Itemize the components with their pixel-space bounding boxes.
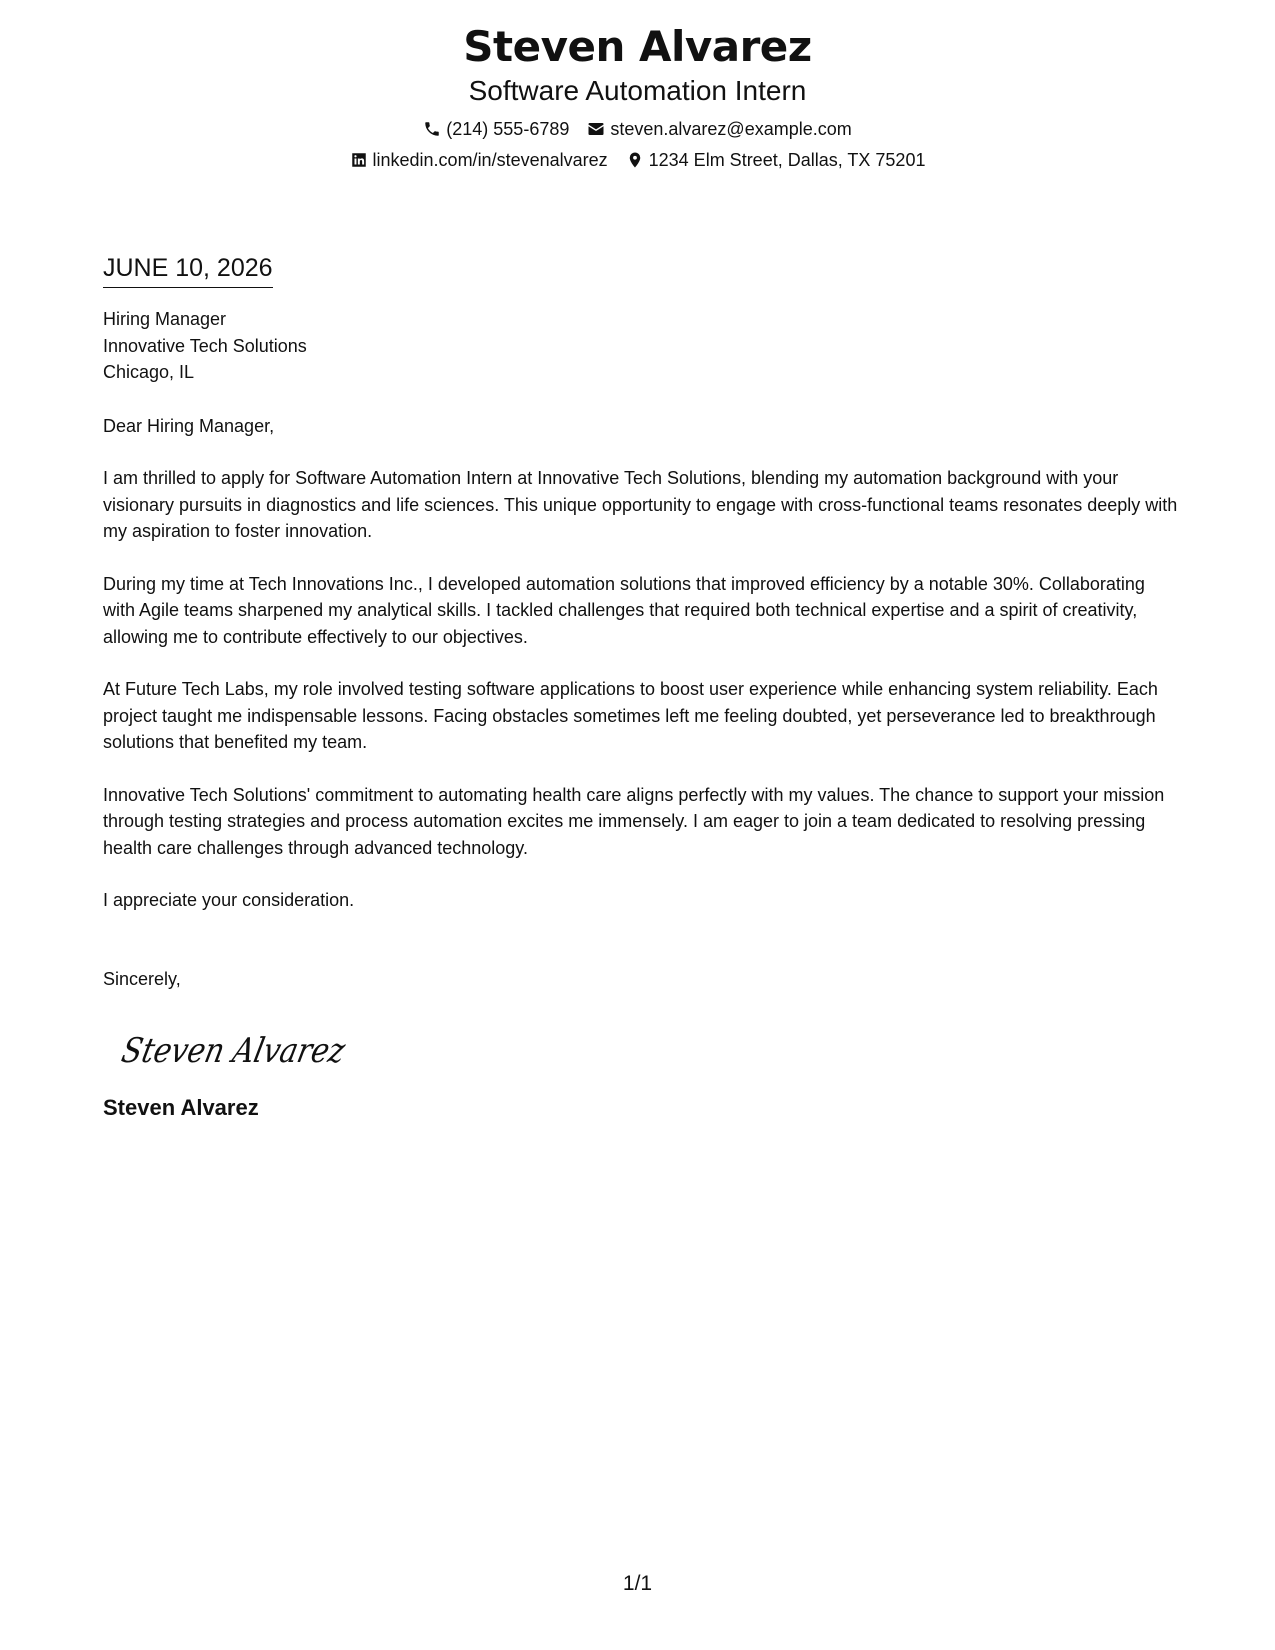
recipient-block <box>103 306 1178 386</box>
letter-header <box>0 20 1275 171</box>
contact-row-primary <box>0 118 1275 140</box>
signature-text: Steven Alvarez <box>118 1031 385 1071</box>
contact-address <box>626 149 926 171</box>
applicant-name: Steven Alvarez <box>463 22 812 71</box>
page-number: 1/1 <box>622 1572 653 1595</box>
paragraph-motivation: Innovative Tech Solutions' commitment to automating health care aligns perfectly with my values. The chance to support your mission through testing strategies and process automation excites me immensely. I am eager to join a team dedicated to resolving pressing health care challenges through advanced technology. <box>103 784 1165 858</box>
paragraph-thanks: I appreciate your consideration. <box>103 890 355 910</box>
recipient-title: Hiring Manager <box>103 309 227 329</box>
letter-date: JUNE 10, 2026 <box>103 253 273 288</box>
handwritten-signature <box>117 1020 385 1080</box>
email-text: steven.alvarez@example.com <box>610 119 852 139</box>
contact-phone <box>423 118 569 140</box>
paragraph-intro: I am thrilled to apply for Software Automation Intern at Innovative Tech Solutions, blending my automation background with your visionary pursuits in diagnostics and life sciences. This unique opportunity to engage with cross-functional teams resonates deeply with my aspiration to foster innovation. <box>103 468 1178 541</box>
envelope-icon <box>587 120 605 138</box>
linkedin-text: linkedin.com/in/stevenalvarez <box>372 150 608 170</box>
recipient-company: Innovative Tech Solutions <box>103 335 307 356</box>
applicant-job-title: Software Automation Intern <box>468 75 807 106</box>
linkedin-icon <box>350 151 368 169</box>
phone-icon <box>423 120 441 138</box>
signer-name: Steven Alvarez <box>103 1095 259 1120</box>
address-text: 1234 Elm Street, Dallas, TX 75201 <box>648 150 926 170</box>
contact-row-secondary <box>0 149 1275 171</box>
paragraph-experience-1: During my time at Tech Innovations Inc., I developed automation solutions that improved efficiency by a notable 30%. Collaborating with Agile teams sharpened my analytical skills. I tackled challenges that required both technical expertise and a spirit of creativity, allowing me to contribute effectively to our objectives. <box>103 573 1145 647</box>
contact-email <box>587 118 851 140</box>
letter-body <box>103 253 1178 1122</box>
phone-text: (214) 555-6789 <box>446 119 570 139</box>
closing: Sincerely, <box>103 968 181 989</box>
map-pin-icon <box>626 151 644 169</box>
salutation: Dear Hiring Manager, <box>103 415 275 436</box>
recipient-location: Chicago, IL <box>103 362 195 382</box>
paragraph-experience-2: At Future Tech Labs, my role involved testing software applications to boost user experience while enhancing system reliability. Each project taught me indispensable lessons. Facing obstacles sometimes left me feeling doubted, yet perseverance led to breakthrough solutions that benefited my team. <box>103 679 1158 752</box>
contact-linkedin <box>350 149 608 171</box>
